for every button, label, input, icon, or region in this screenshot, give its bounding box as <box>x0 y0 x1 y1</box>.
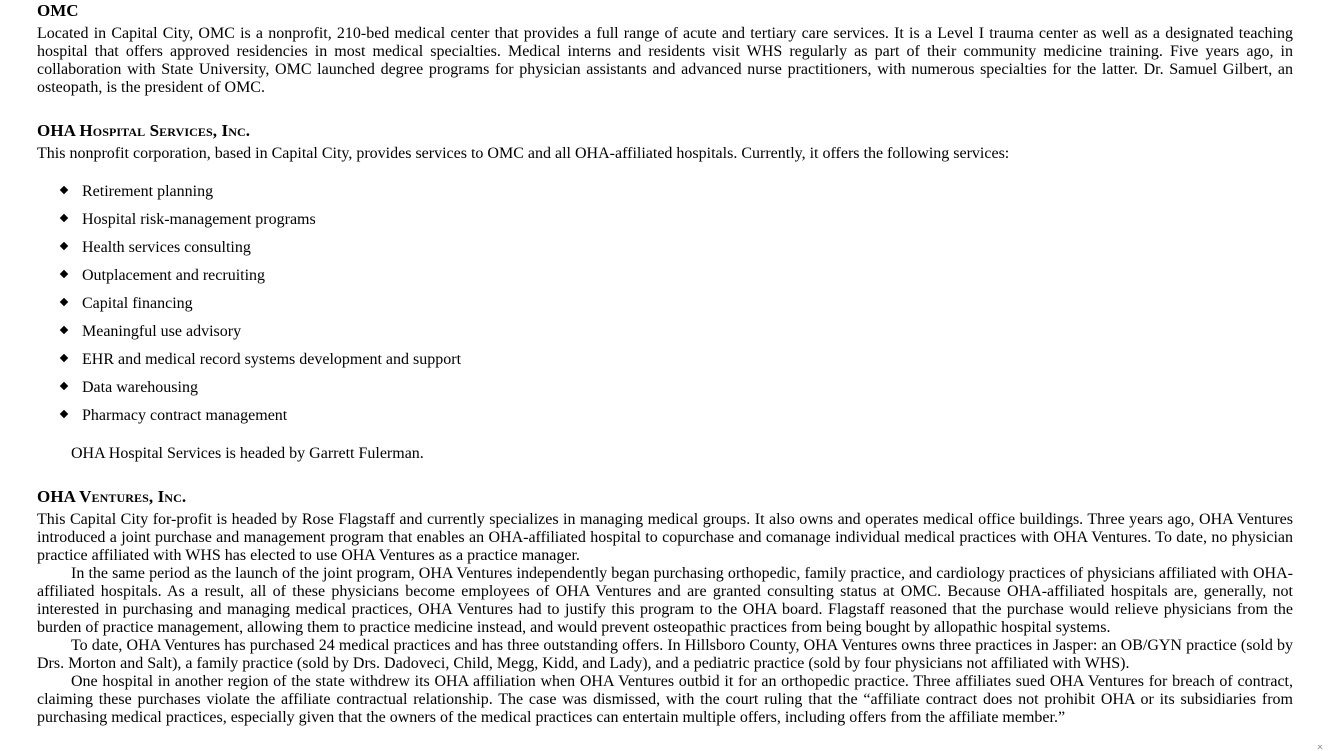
oha-hospital-services-head: OHA Hospital Services is headed by Garrett Fulerman. <box>71 445 424 462</box>
scroll-corner-icon[interactable]: ✕ <box>1316 745 1324 751</box>
service-label: Capital financing <box>82 295 193 312</box>
diamond-bullet-icon <box>60 354 68 362</box>
list-item <box>61 183 1293 211</box>
service-label: Retirement planning <box>82 183 214 200</box>
service-label: Pharmacy contract management <box>82 407 288 424</box>
service-label: Data warehousing <box>82 379 198 396</box>
section-omc <box>37 1 1293 97</box>
section-heading-oha-ventures: OHA Ventures, Inc. <box>37 487 187 506</box>
diamond-bullet-icon <box>60 270 68 278</box>
services-list <box>37 183 1293 435</box>
diamond-bullet-icon <box>60 186 68 194</box>
diamond-bullet-icon <box>60 242 68 250</box>
service-label: Meaningful use advisory <box>82 323 242 340</box>
diamond-bullet-icon <box>60 298 68 306</box>
oha-ventures-paragraph: In the same period as the launch of the joint program, OHA Ventures independently began purchasing orthopedic, family practice, and cardiology practices of physicians affiliated with OHA-affiliated hospitals. As a result, all of these physicians become employees of OHA Ventures and are granted consulting status at OMC. Because OHA-affiliated hospitals are, generally, not interested in purchasing and managing medical practices, OHA Ventures had to justify this program to the OHA board. Flagstaff reasoned that the purchase would relieve physicians from the burden of practice management, allowing them to practice medicine instead, and would prevent osteopathic practices from being bought by allopathic hospital systems. <box>37 565 1293 636</box>
service-label: EHR and medical record systems development and support <box>82 351 462 368</box>
oha-ventures-paragraph: One hospital in another region of the state withdrew its OHA affiliation when OHA Ventures outbid it for an orthopedic practice. Three affiliates sued OHA Ventures for breach of contract, claiming these purchases violate the affiliate contractual relationship. The case was dismissed, with the court ruling that the “affiliate contract does not prohibit OHA or its subsidiaries from purchasing medical practices, especially given that the owners of the medical practices can entertain multiple offers, including offers from the affiliate member.” <box>37 673 1293 726</box>
omc-paragraph: Located in Capital City, OMC is a nonprofit, 210-bed medical center that provides a full range of acute and tertiary care services. It is a Level I trauma center as well as a designated teaching hospital that offers approved residencies in most medical specialties. Medical interns and residents visit WHS regularly as part of their community medicine training. Five years ago, in collaboration with State University, OMC launched degree programs for physician assistants and advanced nurse practitioners, with numerous specialties for the latter. Dr. Samuel Gilbert, an osteopath, is the president of OMC. <box>37 25 1293 96</box>
list-item <box>61 239 1293 267</box>
diamond-bullet-icon <box>60 214 68 222</box>
oha-ventures-paragraph: To date, OHA Ventures has purchased 24 medical practices and has three outstanding offers. In Hillsboro County, OHA Ventures owns three practices in Jasper: an OB/GYN practice (sold by Drs. Morton and Salt), a family practice (sold by Drs. Dadoveci, Child, Megg, Kidd, and Lady), and a pediatric practice (sold by four physicians not affiliated with WHS). <box>37 637 1293 672</box>
section-oha-ventures <box>37 487 1293 727</box>
section-heading-oha-hospital-services: OHA Hospital Services, Inc. <box>37 121 251 140</box>
service-label: Hospital risk-management programs <box>82 211 316 228</box>
list-item <box>61 407 1293 435</box>
list-item <box>61 351 1293 379</box>
list-item <box>61 211 1293 239</box>
diamond-bullet-icon <box>60 410 68 418</box>
service-label: Outplacement and recruiting <box>82 267 266 284</box>
diamond-bullet-icon <box>60 382 68 390</box>
list-item <box>61 295 1293 323</box>
oha-ventures-paragraph: This Capital City for-profit is headed by Rose Flagstaff and currently specializes in managing medical groups. It also owns and operates medical office buildings. Three years ago, OHA Ventures introduced a joint purchase and management program that enables an OHA-affiliated hospital to copurchase and comanage individual medical practices with OHA Ventures. To date, no physician practice affiliated with WHS has elected to use OHA Ventures as a practice manager. <box>37 511 1293 564</box>
list-item <box>61 267 1293 295</box>
section-heading-omc: OMC <box>37 1 79 20</box>
oha-hospital-services-intro: This nonprofit corporation, based in Capital City, provides services to OMC and all OHA-affiliated hospitals. Currently, it offers the following services: <box>37 145 1010 162</box>
section-oha-hospital-services <box>37 121 1293 463</box>
list-item <box>61 379 1293 407</box>
diamond-bullet-icon <box>60 326 68 334</box>
service-label: Health services consulting <box>82 239 251 256</box>
list-item <box>61 323 1293 351</box>
